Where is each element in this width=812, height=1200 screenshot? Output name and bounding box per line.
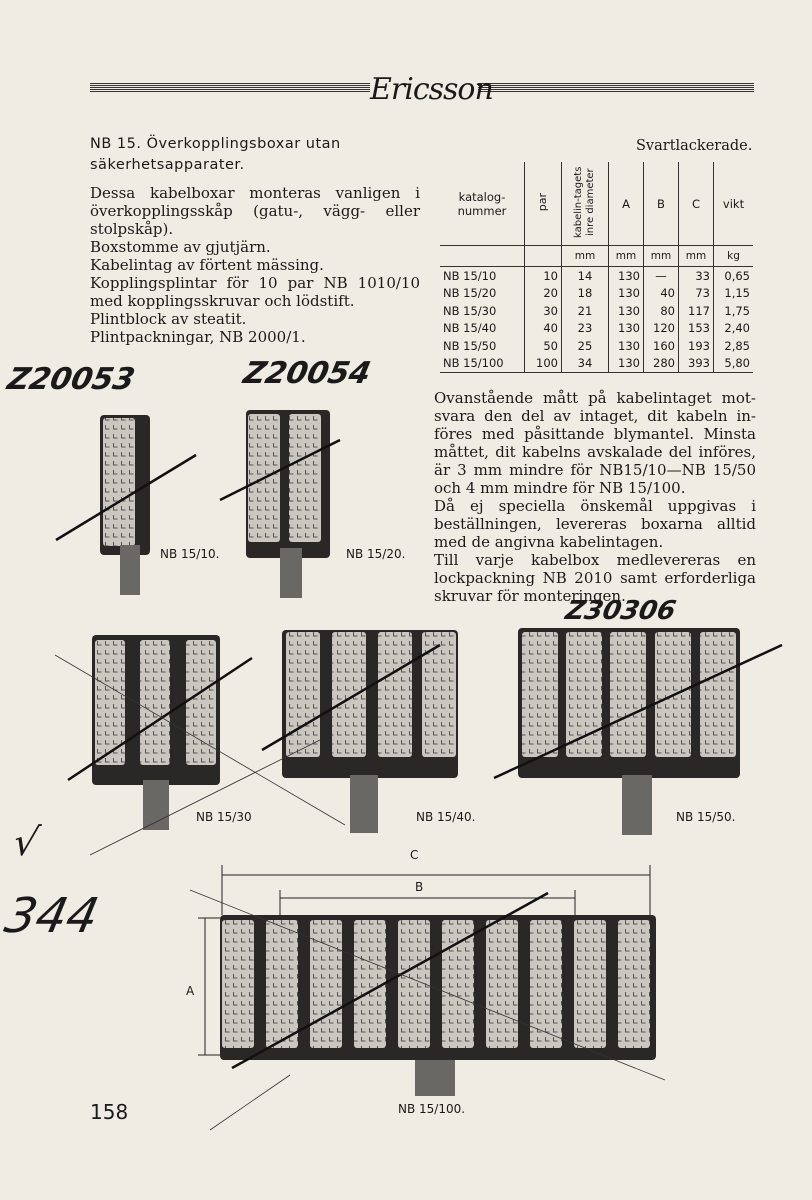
table-row: NB 15/50 50 25 130 160 193 2,85: [440, 337, 753, 355]
table-row: NB 15/20 20 18 130 40 73 1,15: [440, 285, 753, 303]
table-row: NB 15/10 10 14 130 — 33 0,65: [440, 267, 753, 285]
col-header-b: B: [644, 162, 679, 246]
caption-nb-15-20: NB 15/20.: [346, 547, 406, 561]
note-para-2: Då ej speciella önskemål uppgivas i beställningen, levereras boxarna alltid med de angivna kabelintagen.: [434, 497, 756, 551]
box-nb-15-50: [518, 628, 740, 835]
col-header-catalog: katalog-nummer: [440, 162, 525, 246]
desc-line-1: Dessa kabelboxar monteras vanligen i överkopplingsskåp (gatu-, vägg- eller stolpskåp).: [90, 184, 420, 238]
box-nb-15-40: [282, 630, 458, 833]
col-header-diameter: kabelin-tagets inre diameter: [562, 162, 609, 246]
dimension-label-c: C: [410, 848, 419, 862]
desc-line-3: Kabelintag av förtent mässing.: [90, 256, 324, 274]
ericsson-logo: Ericsson: [370, 72, 493, 107]
handwritten-check: √: [9, 820, 43, 864]
box-nb-15-10: [100, 415, 150, 595]
col-header-a: A: [609, 162, 644, 246]
section-heading: NB 15. Överkopplingsboxar utan säkerhetsapparater.: [90, 136, 341, 173]
note-para-3: Till varje kabelbox medlevereras en lockpackning NB 2010 samt erforderliga skruvar för monteringen.: [434, 551, 756, 605]
handwritten-number: 344: [0, 888, 104, 944]
units-row: mm mm mm mm kg: [440, 246, 753, 267]
caption-nb-15-10: NB 15/10.: [160, 547, 220, 561]
box-nb-15-20: [246, 410, 330, 598]
caption-nb-15-100: NB 15/100.: [398, 1102, 466, 1116]
page-number: 158: [90, 1100, 129, 1124]
desc-line-5: Plintblock av steatit.: [90, 310, 247, 328]
col-header-pairs: par: [525, 162, 562, 246]
note-para-1: Ovanstående mått på kabelintaget mot-svara den del av intaget, dit kabeln in-föres med påsittande blymantel. Minsta måttet, dit kabelns avskalade del införes, är 3 mm mindre för NB15/10—NB 15/50 och 4 mm mindre för NB 15/100.: [434, 389, 756, 497]
desc-line-6: Plintpackningar, NB 2000/1.: [90, 328, 306, 346]
col-header-weight: vikt: [714, 162, 754, 246]
table-row: NB 15/100 100 34 130 280 393 5,80: [440, 355, 753, 373]
dimension-label-a: A: [186, 984, 195, 998]
caption-nb-15-30: NB 15/30: [196, 810, 252, 824]
box-nb-15-100: [220, 915, 656, 1096]
handwritten-code-2: Z20054: [240, 356, 374, 391]
desc-line-2: Boxstomme av gjutjärn.: [90, 238, 271, 256]
desc-line-4: Kopplingsplintar för 10 par NB 1010/10 med kopplingsskruvar och lödstift.: [90, 274, 420, 310]
table-row: NB 15/30 30 21 130 80 117 1,75: [440, 302, 753, 320]
box-nb-15-30: [92, 635, 220, 830]
dimension-label-b: B: [415, 880, 424, 894]
col-header-c: C: [679, 162, 714, 246]
caption-nb-15-50: NB 15/50.: [676, 810, 736, 824]
caption-nb-15-40: NB 15/40.: [416, 810, 476, 824]
table-row: NB 15/40 40 23 130 120 153 2,40: [440, 320, 753, 338]
handwritten-code-3: Z30306: [562, 596, 679, 626]
finish-note: Svartlackerade.: [636, 138, 753, 154]
handwritten-code-1: Z20053: [4, 362, 138, 397]
